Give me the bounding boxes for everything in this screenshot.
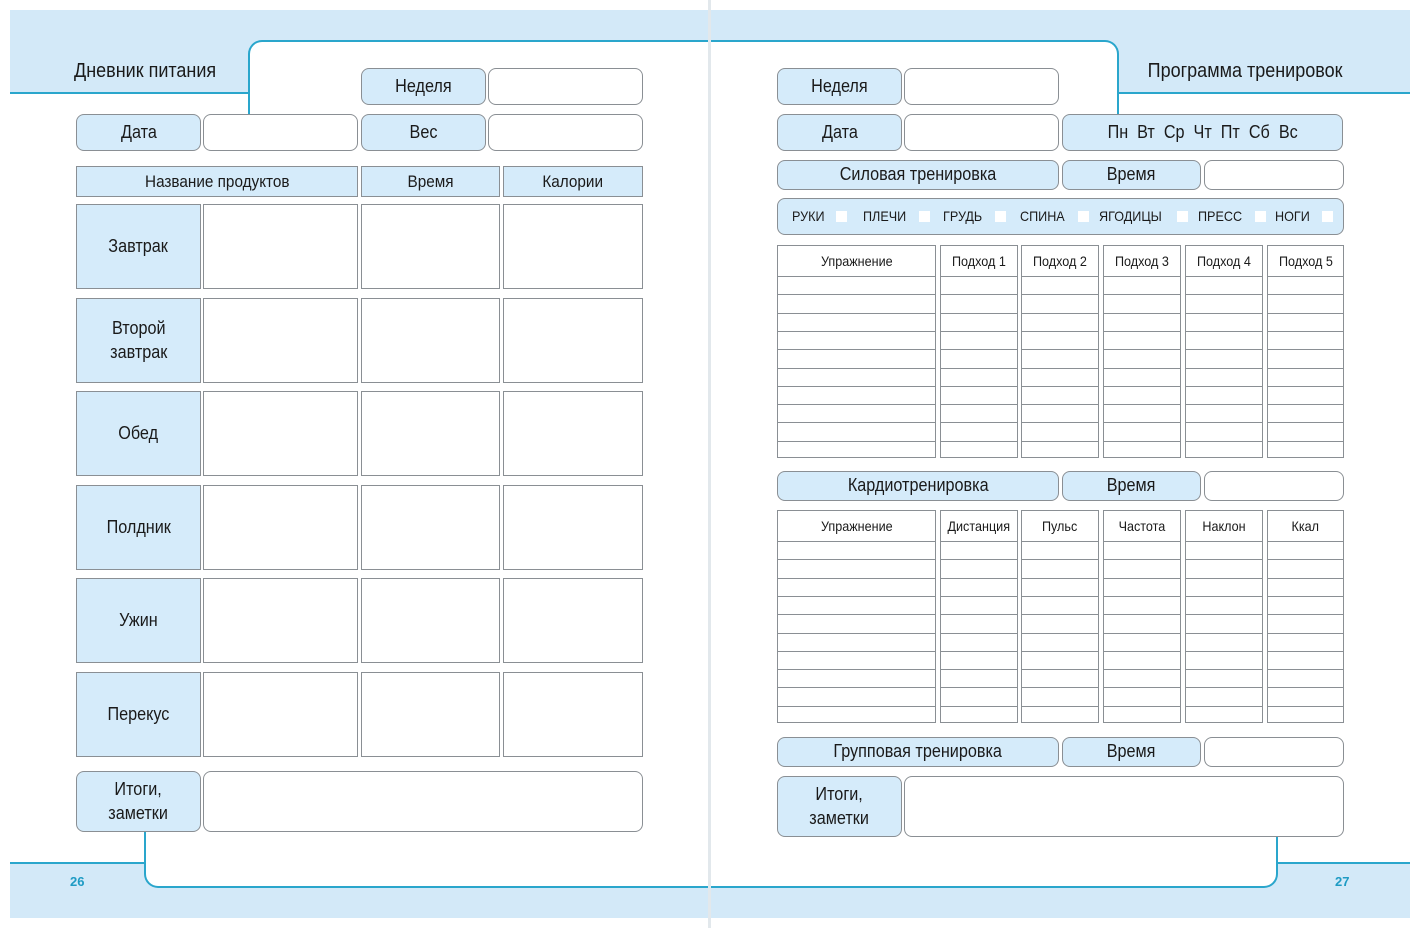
right-page-number: 27 [1335, 874, 1350, 889]
muscle-checkbox[interactable] [1078, 211, 1089, 222]
meal-calories-cell[interactable] [503, 204, 643, 289]
table-row-line [1268, 669, 1343, 670]
table-row-line [1022, 294, 1098, 295]
table-row-line [1186, 669, 1262, 670]
table-row-line [941, 706, 1017, 707]
table-row-line [1186, 687, 1262, 688]
table-row-line [1186, 541, 1262, 542]
table-row-line [1022, 669, 1098, 670]
cardio-table-header: Упражнение [820, 518, 893, 534]
table-row-line [778, 331, 935, 332]
meal-label: Ужин [76, 578, 201, 663]
right-notes-field[interactable] [904, 776, 1344, 837]
right-week-field[interactable] [904, 68, 1059, 105]
table-row-line [1022, 276, 1098, 277]
table-row-line [1186, 313, 1262, 314]
table-row-line [941, 441, 1017, 442]
table-row-line [1268, 578, 1343, 579]
table-row-line [1268, 651, 1343, 652]
strength-table-header: Подход 2 [1033, 253, 1087, 269]
table-row-line [1186, 578, 1262, 579]
top-band-line-left [10, 92, 250, 94]
table-row-line [941, 404, 1017, 405]
table-row-line [1268, 404, 1343, 405]
table-row-line [941, 541, 1017, 542]
bottom-band-line-right [1276, 862, 1410, 864]
group-time-field[interactable] [1204, 737, 1344, 767]
right-notes-label: Итоги, заметки [777, 776, 902, 837]
muscle-option[interactable]: ПРЕСС [1198, 206, 1266, 226]
table-row-line [941, 313, 1017, 314]
table-row-line [1104, 441, 1180, 442]
table-row-line [941, 633, 1017, 634]
table-row-line [1104, 578, 1180, 579]
table-row-line [778, 669, 935, 670]
muscle-option[interactable]: НОГИ [1275, 206, 1333, 226]
table-row-line [1268, 331, 1343, 332]
table-row-line [1104, 368, 1180, 369]
table-row-line [1104, 541, 1180, 542]
right-date-field[interactable] [904, 114, 1059, 151]
left-page-title: Дневник питания [74, 60, 217, 82]
table-row-line [1186, 276, 1262, 277]
table-row-line [1104, 404, 1180, 405]
muscle-option[interactable]: ГРУДЬ [943, 206, 1006, 226]
table-row-line [1268, 441, 1343, 442]
table-row-line [941, 687, 1017, 688]
cardio-table-column [940, 510, 1018, 723]
strength-table-header: Подход 3 [1115, 253, 1169, 269]
cardio-table-column [777, 510, 936, 723]
table-row-line [1104, 331, 1180, 332]
table-row-line [1022, 706, 1098, 707]
strength-table-column [1103, 245, 1181, 458]
table-row-line [941, 559, 1017, 560]
table-row-line [1022, 313, 1098, 314]
muscle-option[interactable]: СПИНА [1020, 206, 1089, 226]
table-row-line [1186, 559, 1262, 560]
weight-label: Вес [361, 114, 486, 151]
table-row-line [1022, 422, 1098, 423]
header-calories: Калории [503, 166, 643, 197]
strength-table-header: Подход 4 [1197, 253, 1251, 269]
meal-label: Обед [76, 391, 201, 476]
muscle-checkbox[interactable] [836, 211, 847, 222]
left-notes-label: Итоги, заметки [76, 771, 201, 832]
table-row-line [1268, 349, 1343, 350]
table-row-line [1022, 404, 1098, 405]
left-page-number: 26 [70, 874, 85, 889]
strength-table-column [1021, 245, 1099, 458]
table-row-line [1104, 559, 1180, 560]
table-row-line [1022, 559, 1098, 560]
bottom-panel-left [144, 828, 711, 888]
bottom-band-line-left [10, 862, 146, 864]
meal-products-cell[interactable] [203, 578, 358, 663]
table-row-line [778, 651, 935, 652]
meal-label: Второй завтрак [76, 298, 201, 383]
table-row-line [1268, 559, 1343, 560]
table-row-line [1186, 349, 1262, 350]
meal-label: Полдник [76, 485, 201, 570]
table-row-line [941, 614, 1017, 615]
right-date-label: Дата [777, 114, 902, 151]
table-row-line [778, 687, 935, 688]
cardio-table-header: Пульс [1042, 518, 1078, 534]
cardio-table-header: Ккал [1291, 518, 1320, 534]
cardio-table-header: Наклон [1202, 518, 1246, 534]
table-row-line [1104, 422, 1180, 423]
table-row-line [1186, 614, 1262, 615]
table-row-line [778, 294, 935, 295]
right-page-title: Программа тренировок [1147, 60, 1342, 82]
table-row-line [1268, 541, 1343, 542]
table-row-line [1104, 596, 1180, 597]
meal-time-cell[interactable] [361, 298, 500, 383]
cardio-table-column [1021, 510, 1099, 723]
header-time: Время [361, 166, 500, 197]
table-row-line [941, 349, 1017, 350]
table-row-line [1268, 633, 1343, 634]
weekday-selector[interactable]: Пн Вт Ср Чт Пт Сб Вс [1062, 114, 1343, 151]
date-label: Дата [76, 114, 201, 151]
top-band-line-right [1118, 92, 1410, 94]
date-field[interactable] [203, 114, 358, 151]
table-row-line [1268, 276, 1343, 277]
table-row-line [1186, 596, 1262, 597]
muscle-checkbox[interactable] [1322, 211, 1333, 222]
table-row-line [778, 441, 935, 442]
table-row-line [1022, 687, 1098, 688]
muscle-checkbox[interactable] [995, 211, 1006, 222]
meal-products-cell[interactable] [203, 672, 358, 757]
table-row-line [778, 541, 935, 542]
table-row-line [1268, 368, 1343, 369]
group-label: Групповая тренировка [777, 737, 1059, 767]
muscle-option[interactable]: ПЛЕЧИ [863, 206, 930, 226]
table-row-line [1186, 441, 1262, 442]
table-row-line [1104, 349, 1180, 350]
table-row-line [941, 294, 1017, 295]
strength-time-field[interactable] [1204, 160, 1344, 190]
cardio-table-column [1267, 510, 1344, 723]
table-row-line [1268, 313, 1343, 314]
table-row-line [1022, 331, 1098, 332]
muscle-option[interactable]: РУКИ [792, 206, 847, 226]
table-row-line [1022, 349, 1098, 350]
cardio-table-column [1103, 510, 1181, 723]
left-notes-field[interactable] [203, 771, 643, 832]
meal-calories-cell[interactable] [503, 391, 643, 476]
meal-time-cell[interactable] [361, 485, 500, 570]
meal-products-cell[interactable] [203, 204, 358, 289]
table-row-line [778, 578, 935, 579]
table-row-line [1104, 614, 1180, 615]
table-row-line [1268, 614, 1343, 615]
table-row-line [778, 633, 935, 634]
week-label: Неделя [361, 68, 486, 105]
table-row-line [941, 596, 1017, 597]
table-row-line [1104, 294, 1180, 295]
meal-products-cell[interactable] [203, 485, 358, 570]
muscle-checkbox[interactable] [919, 211, 930, 222]
meal-calories-cell[interactable] [503, 672, 643, 757]
table-row-line [941, 368, 1017, 369]
table-row-line [1186, 404, 1262, 405]
table-row-line [1022, 578, 1098, 579]
table-row-line [941, 651, 1017, 652]
table-row-line [1104, 706, 1180, 707]
meal-label: Перекус [76, 672, 201, 757]
right-week-label: Неделя [777, 68, 902, 105]
table-row-line [778, 559, 935, 560]
cardio-time-field[interactable] [1204, 471, 1344, 501]
header-products: Название продуктов [76, 166, 358, 197]
page-spine [708, 0, 711, 928]
table-row-line [1186, 368, 1262, 369]
table-row-line [941, 422, 1017, 423]
strength-table-column [940, 245, 1018, 458]
table-row-line [1186, 651, 1262, 652]
meal-time-cell[interactable] [361, 391, 500, 476]
table-row-line [1022, 633, 1098, 634]
table-row-line [941, 331, 1017, 332]
meal-time-cell[interactable] [361, 578, 500, 663]
table-row-line [1104, 313, 1180, 314]
table-row-line [778, 368, 935, 369]
table-row-line [1104, 386, 1180, 387]
table-row-line [1268, 422, 1343, 423]
strength-table-header: Упражнение [820, 253, 893, 269]
table-row-line [1022, 651, 1098, 652]
muscle-checkbox[interactable] [1177, 211, 1188, 222]
meal-time-cell[interactable] [361, 672, 500, 757]
table-row-line [1022, 614, 1098, 615]
muscle-option[interactable]: ЯГОДИЦЫ [1099, 206, 1188, 226]
table-row-line [941, 386, 1017, 387]
table-row-line [1104, 687, 1180, 688]
meal-products-cell[interactable] [203, 298, 358, 383]
strength-table-header: Подход 5 [1278, 253, 1333, 269]
week-field[interactable] [488, 68, 643, 105]
table-row-line [1186, 706, 1262, 707]
table-row-line [778, 422, 935, 423]
table-row-line [941, 276, 1017, 277]
table-row-line [778, 313, 935, 314]
meal-label: Завтрак [76, 204, 201, 289]
table-row-line [1022, 386, 1098, 387]
weight-field[interactable] [488, 114, 643, 151]
strength-table-header: Подход 1 [952, 253, 1006, 269]
meal-calories-cell[interactable] [503, 578, 643, 663]
table-row-line [1268, 596, 1343, 597]
table-row-line [941, 669, 1017, 670]
table-row-line [1186, 633, 1262, 634]
cardio-table-header: Частота [1118, 518, 1166, 534]
table-row-line [1268, 386, 1343, 387]
table-row-line [1104, 651, 1180, 652]
table-row-line [1022, 368, 1098, 369]
muscle-checkbox[interactable] [1255, 211, 1266, 222]
table-row-line [1268, 294, 1343, 295]
table-row-line [778, 349, 935, 350]
group-time-label: Время [1062, 737, 1201, 767]
table-row-line [778, 276, 935, 277]
strength-label: Силовая тренировка [777, 160, 1059, 190]
table-row-line [1104, 276, 1180, 277]
cardio-table-column [1185, 510, 1263, 723]
table-row-line [1268, 706, 1343, 707]
table-row-line [1022, 541, 1098, 542]
table-row-line [1022, 441, 1098, 442]
table-row-line [1104, 633, 1180, 634]
strength-table-column [1185, 245, 1263, 458]
table-row-line [1186, 422, 1262, 423]
meal-calories-cell[interactable] [503, 298, 643, 383]
cardio-table-header: Дистанция [947, 518, 1011, 534]
table-row-line [1186, 331, 1262, 332]
meal-products-cell[interactable] [203, 391, 358, 476]
table-row-line [778, 386, 935, 387]
table-row-line [1104, 669, 1180, 670]
table-row-line [1186, 386, 1262, 387]
cardio-time-label: Время [1062, 471, 1201, 501]
table-row-line [778, 596, 935, 597]
table-row-line [1268, 687, 1343, 688]
table-row-line [1022, 596, 1098, 597]
table-row-line [778, 614, 935, 615]
table-row-line [1186, 294, 1262, 295]
strength-table-column [1267, 245, 1344, 458]
meal-calories-cell[interactable] [503, 485, 643, 570]
table-row-line [778, 404, 935, 405]
table-row-line [941, 578, 1017, 579]
cardio-label: Кардиотренировка [777, 471, 1059, 501]
bottom-panel-right [710, 828, 1278, 888]
meal-time-cell[interactable] [361, 204, 500, 289]
strength-table-column [777, 245, 936, 458]
table-row-line [778, 706, 935, 707]
strength-time-label: Время [1062, 160, 1201, 190]
